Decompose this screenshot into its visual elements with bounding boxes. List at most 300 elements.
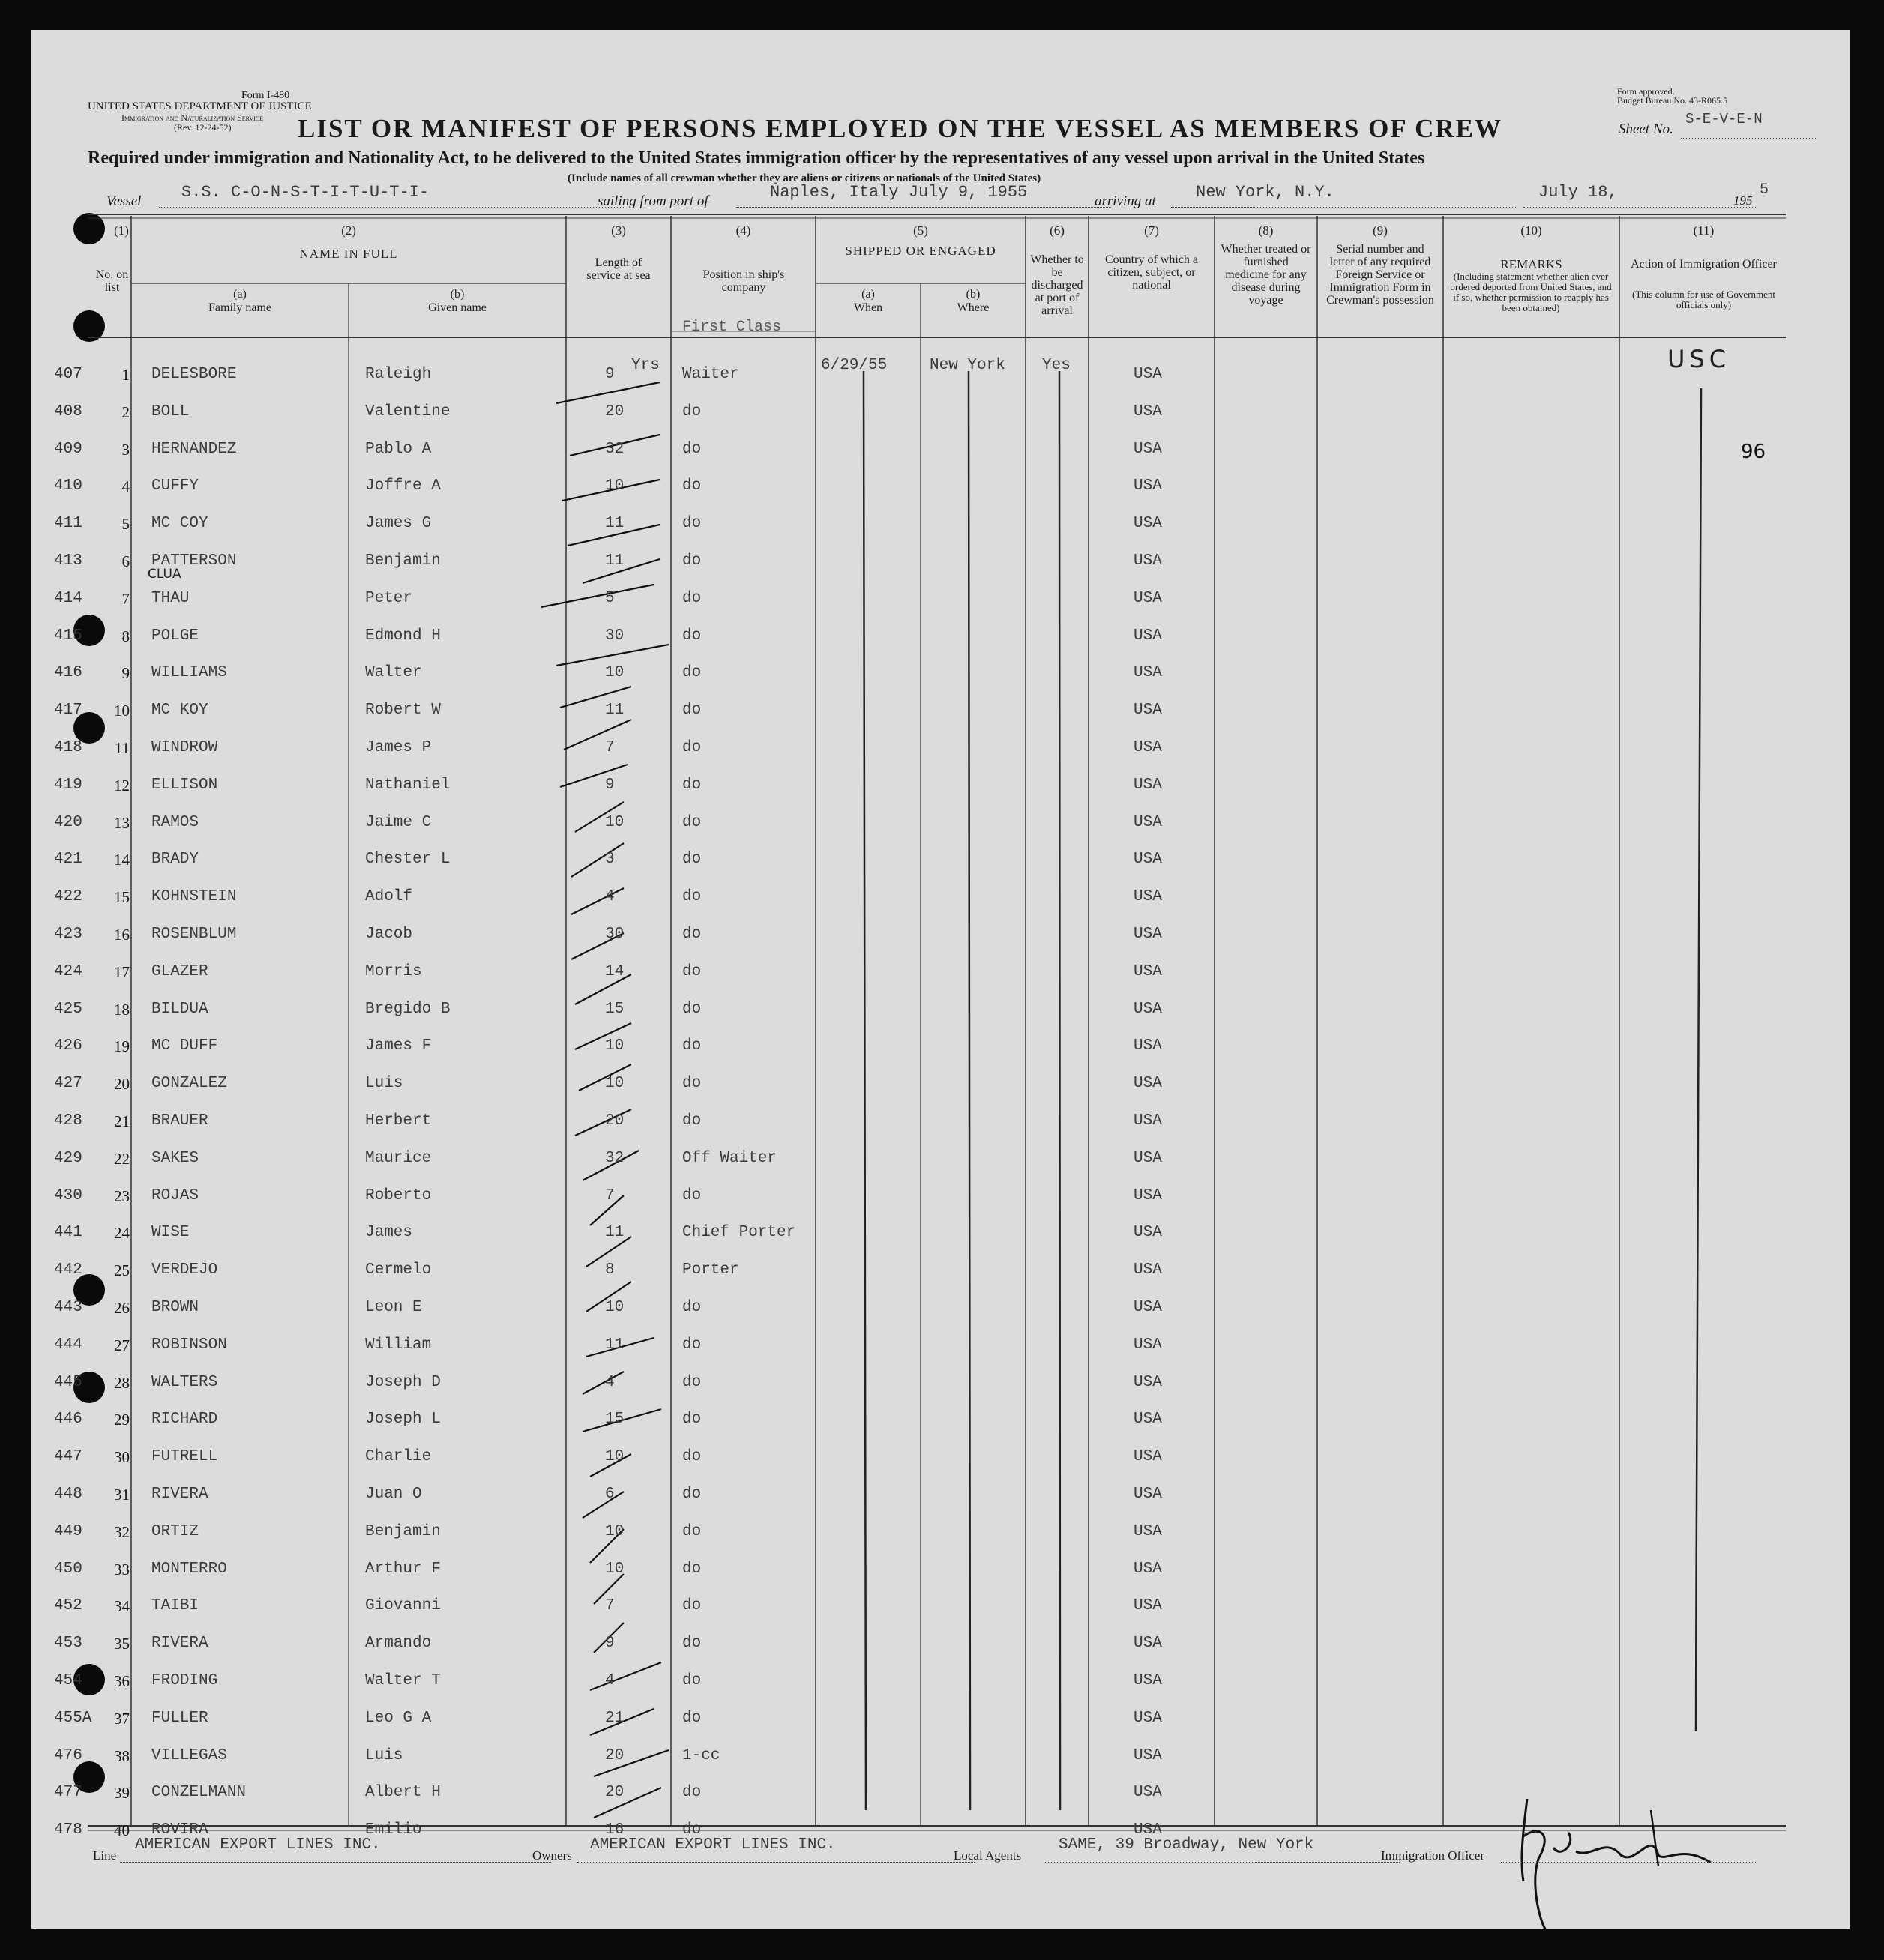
row-list-number: 14 <box>114 851 130 869</box>
row-position: do <box>682 813 702 831</box>
row-service-years: 11 <box>605 1336 625 1354</box>
col11-label: Action of Immigration Officer <box>1631 258 1777 271</box>
row-ref-number: 448 <box>54 1486 82 1503</box>
table-row <box>31 1139 1850 1177</box>
row-position: do <box>682 962 702 980</box>
row-given-name: Benjamin <box>365 552 441 570</box>
row-service-years: 16 <box>605 1821 625 1839</box>
row-ref-number: 415 <box>54 627 82 645</box>
col8-label: Whether treated or furnished medicine for any disease during voyage <box>1221 243 1311 307</box>
service: Immigration and Naturalization Service <box>121 112 264 123</box>
row-ref-number: 418 <box>54 739 82 756</box>
col3-num: (3) <box>611 223 626 238</box>
row-list-number: 35 <box>114 1635 130 1653</box>
row-given-name: Leo G A <box>365 1709 432 1727</box>
row-ref-number: 411 <box>54 515 82 533</box>
col7-num: (7) <box>1144 223 1159 238</box>
col5-label: SHIPPED OR ENGAGED <box>845 244 996 258</box>
row-country: USA <box>1134 1821 1162 1839</box>
row-service-years: 5 <box>605 589 615 607</box>
row-family-name: TAIBI <box>151 1597 199 1615</box>
row-given-name: Bregido B <box>365 1000 451 1018</box>
row-family-name: ROVIRA <box>151 1821 208 1839</box>
table-row <box>31 840 1850 878</box>
col3-label: Length of service at sea <box>586 256 651 282</box>
row-family-name: VERDEJO <box>151 1261 218 1279</box>
row-family-name: FULLER <box>151 1709 208 1727</box>
col9-num: (9) <box>1373 223 1388 238</box>
row-service-years: 7 <box>605 1597 615 1615</box>
row-list-number: 37 <box>114 1709 130 1728</box>
table-row <box>31 1550 1850 1587</box>
col6-label: Whether to be discharged at port of arrival <box>1030 253 1084 317</box>
table-row <box>31 1624 1850 1662</box>
row-country: USA <box>1134 440 1162 458</box>
col2-label: NAME IN FULL <box>299 247 398 261</box>
col4-num: (4) <box>735 223 751 238</box>
row-position: do <box>682 1075 702 1093</box>
arrival-date: July 18, <box>1538 183 1618 202</box>
row-list-number: 38 <box>114 1746 130 1765</box>
row-family-name: ROSENBLUM <box>151 926 237 943</box>
row-list-number: 32 <box>114 1522 130 1541</box>
row-list-number: 30 <box>114 1448 130 1467</box>
row-service-years: 10 <box>605 1037 625 1055</box>
table-row <box>31 504 1850 542</box>
row-ref-number: 413 <box>54 552 82 570</box>
row-ref-number: 454 <box>54 1672 82 1689</box>
row-service-years: 11 <box>605 702 625 720</box>
row-position: do <box>682 477 702 495</box>
department: UNITED STATES DEPARTMENT OF JUSTICE <box>88 100 312 112</box>
row-country: USA <box>1134 1000 1162 1018</box>
row-country: USA <box>1134 1560 1162 1578</box>
row-list-number: 24 <box>114 1224 130 1243</box>
table-row <box>31 729 1850 766</box>
row-given-name: Roberto <box>365 1186 432 1204</box>
row-list-number: 9 <box>121 664 130 683</box>
row-service-years: 4 <box>605 1672 615 1689</box>
table-row <box>31 1177 1850 1214</box>
row-ref-number: 476 <box>54 1746 82 1764</box>
row-service-years: 32 <box>605 1149 625 1167</box>
row-service-years: 20 <box>605 1112 625 1130</box>
col5b-num: (b) <box>966 288 981 301</box>
row-family-name: RICHARD <box>151 1411 218 1429</box>
row-position: 1-cc <box>682 1746 720 1764</box>
row-given-name: Valentine <box>365 402 451 420</box>
row-position: do <box>682 776 702 794</box>
row-ref-number: 425 <box>54 1000 82 1018</box>
col5a-num: (a) <box>861 288 875 301</box>
row-given-name: James P <box>365 739 432 756</box>
table-row <box>31 990 1850 1028</box>
row-country: USA <box>1134 813 1162 831</box>
row-family-name: BRAUER <box>151 1112 208 1130</box>
row-ref-number: 426 <box>54 1037 82 1055</box>
row-ref-number: 417 <box>54 702 82 720</box>
col4-sub: First Class <box>682 319 782 336</box>
row-given-name: Adolf <box>365 888 413 906</box>
row-position: do <box>682 1821 702 1839</box>
table-row <box>31 1737 1850 1774</box>
row-ref-number: 453 <box>54 1635 82 1653</box>
row-country: USA <box>1134 1112 1162 1130</box>
vessel-value: S.S. C-O-N-S-T-I-T-U-T-I- <box>181 183 430 202</box>
row-service-years: 10 <box>605 1448 625 1466</box>
row-ref-number: 420 <box>54 813 82 831</box>
col1-label: No. on list <box>95 268 129 294</box>
row-country: USA <box>1134 888 1162 906</box>
row-country: USA <box>1134 739 1162 756</box>
row-list-number: 6 <box>121 552 130 570</box>
arriving-label: arriving at <box>1095 193 1156 209</box>
table-row <box>31 1064 1850 1102</box>
row-service-years: 11 <box>605 515 625 533</box>
row-service-years: 30 <box>605 926 625 943</box>
table-row <box>31 1288 1850 1326</box>
row-ref-number: 424 <box>54 962 82 980</box>
table-row <box>31 1400 1850 1438</box>
row-family-name: WINDROW <box>151 739 218 756</box>
table-row <box>31 915 1850 953</box>
row-service-years: 15 <box>605 1411 625 1429</box>
row-family-name: ROBINSON <box>151 1336 227 1354</box>
row-position: do <box>682 552 702 570</box>
row-ref-number: 422 <box>54 888 82 906</box>
row-country: USA <box>1134 1336 1162 1354</box>
row-ref-number: 455A <box>54 1709 92 1727</box>
footer-owners-label: Owners <box>532 1848 572 1863</box>
row-position: do <box>682 739 702 756</box>
row-given-name: Joseph L <box>365 1411 441 1429</box>
row-family-name: MC KOY <box>151 702 208 720</box>
row-given-name: James F <box>365 1037 432 1055</box>
row-country: USA <box>1134 702 1162 720</box>
row-family-name: DELESBORE <box>151 366 237 383</box>
row-family-name: SAKES <box>151 1149 199 1167</box>
row-given-name: Maurice <box>365 1149 432 1167</box>
row-family-name: GLAZER <box>151 962 208 980</box>
row-position: do <box>682 1336 702 1354</box>
row-position: do <box>682 1448 702 1466</box>
row-given-name: Pablo A <box>365 440 432 458</box>
year-prefix: 195 <box>1733 193 1753 208</box>
row-given-name: Morris <box>365 962 422 980</box>
row-service-years: 10 <box>605 664 625 682</box>
row-ref-number: 443 <box>54 1299 82 1316</box>
row-service-years: 9 <box>605 1635 615 1653</box>
row-given-name: James G <box>365 515 432 533</box>
form-approved: Form approved. <box>1617 86 1675 97</box>
row-ref-number: 447 <box>54 1448 82 1466</box>
row-service-years: 11 <box>605 552 625 570</box>
row-country: USA <box>1134 1149 1162 1167</box>
form-number: Form I-480 <box>241 90 290 101</box>
row-ref-number: 429 <box>54 1149 82 1167</box>
row-ref-number: 430 <box>54 1186 82 1204</box>
row-country: USA <box>1134 851 1162 869</box>
row-given-name: Walter T <box>365 1672 441 1689</box>
row-service-years: 21 <box>605 1709 625 1727</box>
col1-num: (1) <box>114 223 129 238</box>
row-given-name: Edmond H <box>365 627 441 645</box>
col10-num: (10) <box>1520 223 1542 238</box>
row-service-years: 4 <box>605 888 615 906</box>
row-family-name: ELLISON <box>151 776 218 794</box>
table-row <box>31 467 1850 504</box>
row-service-years: 10 <box>605 477 625 495</box>
punch-hole <box>73 310 105 342</box>
row-country: USA <box>1134 1373 1162 1391</box>
row-service-years: 32 <box>605 440 625 458</box>
row-service-years: 10 <box>605 1560 625 1578</box>
row-position: do <box>682 1112 702 1130</box>
row-list-number: 17 <box>114 962 130 981</box>
table-row <box>31 579 1850 617</box>
table-row <box>31 654 1850 691</box>
table-row <box>31 1363 1850 1401</box>
row-service-years: 20 <box>605 402 625 420</box>
row-list-number: 23 <box>114 1186 130 1205</box>
row-country: USA <box>1134 926 1162 943</box>
row-list-number: 27 <box>114 1336 130 1354</box>
row-service-years: 20 <box>605 1746 625 1764</box>
row-position: do <box>682 702 702 720</box>
footer-owners-value: AMERICAN EXPORT LINES INC. <box>590 1836 836 1854</box>
row-list-number: 8 <box>121 627 130 645</box>
year-suffix: 5 <box>1760 181 1769 199</box>
row-family-name: BRADY <box>151 851 199 869</box>
table-row <box>31 1326 1850 1363</box>
row-ref-number: 414 <box>54 589 82 607</box>
row-position: do <box>682 1784 702 1802</box>
row-position: do <box>682 1522 702 1540</box>
row-position: do <box>682 1186 702 1204</box>
row-family-name: BILDUA <box>151 1000 208 1018</box>
col4-label: Position in ship's company <box>702 268 785 294</box>
col7-label: Country of which a citizen, subject, or national <box>1105 253 1198 292</box>
row-list-number: 26 <box>114 1299 130 1317</box>
row-ref-number: 449 <box>54 1522 82 1540</box>
row-given-name: Joffre A <box>365 477 441 495</box>
row-list-number: 18 <box>114 1000 130 1019</box>
col2-num: (2) <box>341 223 356 238</box>
row-list-number: 21 <box>114 1112 130 1130</box>
footer-agents-value: SAME, 39 Broadway, New York <box>1059 1836 1314 1854</box>
row-country: USA <box>1134 1411 1162 1429</box>
row-service-years: 20 <box>605 1784 625 1802</box>
row-ref-number: 478 <box>54 1821 82 1839</box>
row-family-name: MONTERRO <box>151 1560 227 1578</box>
row-ref-number: 441 <box>54 1224 82 1242</box>
row-given-name: Luis <box>365 1746 403 1764</box>
first-shipped-where: New York <box>930 357 1005 374</box>
row-list-number: 33 <box>114 1560 130 1578</box>
row-ref-number: 408 <box>54 402 82 420</box>
row-family-name: BOLL <box>151 402 190 420</box>
row-country: USA <box>1134 1261 1162 1279</box>
row-country: USA <box>1134 1037 1162 1055</box>
table-row <box>31 617 1850 654</box>
row-country: USA <box>1134 1709 1162 1727</box>
row-family-name: MC COY <box>151 515 208 533</box>
row-list-number: 39 <box>114 1784 130 1803</box>
table-row <box>31 1587 1850 1624</box>
row-ref-number: 427 <box>54 1075 82 1093</box>
row-ref-number: 446 <box>54 1411 82 1429</box>
row-country: USA <box>1134 1075 1162 1093</box>
col2a-label: Family name <box>208 301 271 314</box>
row-country: USA <box>1134 1635 1162 1653</box>
row-position: do <box>682 1635 702 1653</box>
row-list-number: 16 <box>114 926 130 944</box>
table-row <box>31 542 1850 579</box>
row-given-name: William <box>365 1336 432 1354</box>
row-list-number: 28 <box>114 1373 130 1392</box>
row-family-name: FUTRELL <box>151 1448 218 1466</box>
first-shipped-when: 6/29/55 <box>821 357 888 374</box>
row-country: USA <box>1134 1784 1162 1802</box>
row-country: USA <box>1134 477 1162 495</box>
row-given-name: Giovanni <box>365 1597 441 1615</box>
row-position: do <box>682 402 702 420</box>
row-position: do <box>682 1000 702 1018</box>
budget-bureau: Budget Bureau No. 43-R065.5 <box>1617 95 1727 106</box>
col2b-num: (b) <box>450 288 465 301</box>
row-given-name: Jaime C <box>365 813 432 831</box>
row-position: do <box>682 627 702 645</box>
row-list-number: 2 <box>121 402 130 421</box>
row-given-name: Juan O <box>365 1486 422 1503</box>
table-row <box>31 691 1850 729</box>
row-family-name: RIVERA <box>151 1486 208 1503</box>
row-ref-number: 428 <box>54 1112 82 1130</box>
row-list-number: 36 <box>114 1672 130 1690</box>
sailing-label: sailing from port of <box>598 193 708 209</box>
first-discharge: Yes <box>1042 357 1071 374</box>
row-country: USA <box>1134 627 1162 645</box>
row-service-years: 10 <box>605 813 625 831</box>
row-country: USA <box>1134 664 1162 682</box>
row-country: USA <box>1134 962 1162 980</box>
row-given-name: James <box>365 1224 413 1242</box>
row-family-name: RAMOS <box>151 813 199 831</box>
table-row <box>31 953 1850 990</box>
row-given-name: Arthur F <box>365 1560 441 1578</box>
usc-annotation: USC <box>1667 345 1731 373</box>
row-ref-number: 421 <box>54 851 82 869</box>
row-position: Off Waiter <box>682 1149 777 1167</box>
row-given-name: Peter <box>365 589 413 607</box>
row-position: do <box>682 589 702 607</box>
col6-num: (6) <box>1050 223 1065 238</box>
row-list-number: 20 <box>114 1075 130 1094</box>
row-service-years: 11 <box>605 1224 625 1242</box>
row-position: Porter <box>682 1261 739 1279</box>
col2b-label: Given name <box>428 301 487 314</box>
row-country: USA <box>1134 1486 1162 1503</box>
revision: (Rev. 12-24-52) <box>174 122 232 133</box>
row-family-name: RIVERA <box>151 1635 208 1653</box>
row-service-years: 6 <box>605 1486 615 1503</box>
sheet-value: S-E-V-E-N <box>1685 111 1763 127</box>
table-row <box>31 1662 1850 1699</box>
row-country: USA <box>1134 1299 1162 1316</box>
table-row <box>31 1438 1850 1475</box>
vessel-label: Vessel <box>106 193 142 209</box>
clua-annotation: CLUA <box>148 567 181 582</box>
manifest-sheet <box>31 30 1850 1929</box>
row-position: do <box>682 851 702 869</box>
row-given-name: Herbert <box>365 1112 432 1130</box>
row-given-name: Raleigh <box>365 366 432 383</box>
col8-num: (8) <box>1258 223 1274 238</box>
row-country: USA <box>1134 1224 1162 1242</box>
row-family-name: WISE <box>151 1224 190 1242</box>
row-given-name: Charlie <box>365 1448 432 1466</box>
table-row <box>31 393 1850 430</box>
row-given-name: Cermelo <box>365 1261 432 1279</box>
table-row <box>31 1475 1850 1513</box>
years-unit: Yrs <box>631 357 660 374</box>
row-list-number: 31 <box>114 1486 130 1504</box>
row-service-years: 7 <box>605 1186 615 1204</box>
footer-officer-label: Immigration Officer <box>1381 1848 1485 1863</box>
row-country: USA <box>1134 402 1162 420</box>
row-family-name: WILLIAMS <box>151 664 227 682</box>
row-position: do <box>682 515 702 533</box>
row-list-number: 13 <box>114 813 130 832</box>
row-given-name: Albert H <box>365 1784 441 1802</box>
row-given-name: Leon E <box>365 1299 422 1316</box>
row-position: Waiter <box>682 366 739 383</box>
row-list-number: 40 <box>114 1821 130 1840</box>
row-family-name: THAU <box>151 589 190 607</box>
row-service-years: 8 <box>605 1261 615 1279</box>
row-country: USA <box>1134 1746 1162 1764</box>
row-service-years: 30 <box>605 627 625 645</box>
table-row <box>31 1251 1850 1288</box>
row-ref-number: 407 <box>54 366 82 383</box>
row-position: do <box>682 1486 702 1503</box>
row-ref-number: 477 <box>54 1784 82 1802</box>
col9-label: Serial number and letter of any required Foreign Service or Immigration Form in Crewman's possession <box>1326 243 1434 307</box>
row-country: USA <box>1134 1448 1162 1466</box>
row-list-number: 10 <box>114 702 130 720</box>
row-list-number: 15 <box>114 888 130 907</box>
col10-label: REMARKS <box>1500 257 1562 271</box>
row-list-number: 29 <box>114 1411 130 1429</box>
row-position: do <box>682 1597 702 1615</box>
page-title: LIST OR MANIFEST OF PERSONS EMPLOYED ON THE VESSEL AS MEMBERS OF CREW <box>298 114 1503 143</box>
sheet-label: Sheet No. <box>1619 121 1673 137</box>
row-position: do <box>682 1560 702 1578</box>
row-given-name: Nathaniel <box>365 776 451 794</box>
row-position: do <box>682 664 702 682</box>
col2a-num: (a) <box>233 288 247 301</box>
table-row <box>31 766 1850 803</box>
row-family-name: VILLEGAS <box>151 1746 227 1764</box>
row-position: do <box>682 1411 702 1429</box>
row-list-number: 34 <box>114 1597 130 1616</box>
row-ref-number: 419 <box>54 776 82 794</box>
row-family-name: PATTERSON <box>151 552 237 570</box>
row-country: USA <box>1134 1672 1162 1689</box>
row-service-years: 10 <box>605 1299 625 1316</box>
table-row <box>31 1513 1850 1550</box>
table-row <box>31 803 1850 841</box>
